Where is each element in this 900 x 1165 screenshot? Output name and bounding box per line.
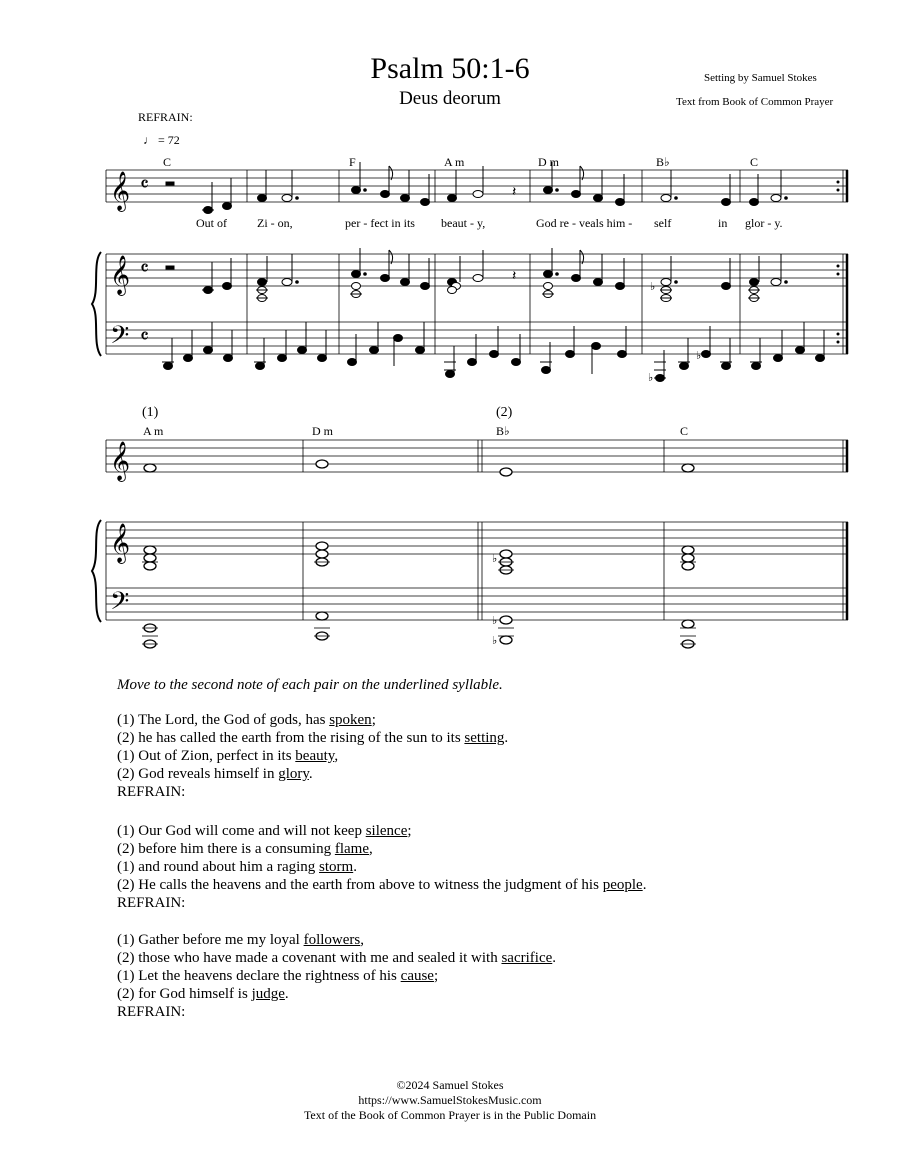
treble-clef-icon: 𝄞 <box>110 171 131 211</box>
tone-labels <box>142 405 513 420</box>
page-subtitle: Deus deorum <box>399 88 501 109</box>
bass-clef-icon: 𝄢 <box>110 587 130 622</box>
flat-icon: ♭ <box>492 552 498 565</box>
lyric-syllable: glor - y. <box>745 216 783 230</box>
piano-bass-notes-1 <box>162 322 825 384</box>
underlined-syllable: judge <box>251 986 285 1002</box>
underlined-syllable: setting <box>464 730 505 746</box>
quarter-rest-icon: 𝄽 <box>512 268 517 284</box>
verse-punct: . <box>308 766 313 782</box>
underlined-syllable: followers <box>303 932 361 948</box>
verse-punct: . <box>284 986 289 1002</box>
text-source-credit: Text from Book of Common Prayer <box>676 96 834 108</box>
verse-text: (1) Our God will come and will not keep <box>117 823 366 839</box>
verse-text: (2) he has called the earth from the rising of the sun to its <box>117 730 465 746</box>
underlined-syllable: silence <box>365 823 408 839</box>
verse-text: (1) Gather before me my loyal <box>117 932 304 948</box>
verse-text: (1) Let the heavens declare the rightness of his <box>117 968 401 984</box>
system-2 <box>106 440 848 620</box>
verse-text: REFRAIN: <box>117 1004 186 1020</box>
verse-line <box>117 711 508 729</box>
verse-line <box>117 876 646 894</box>
verse-text: (2) He calls the heavens and the earth from above to witness the judgment of his <box>117 877 603 893</box>
lyric-syllable: in <box>718 216 728 230</box>
verse-punct: . <box>353 859 357 875</box>
copyright: ©2024 Samuel Stokes <box>396 1078 504 1092</box>
stanza-3 <box>117 931 556 1021</box>
piano-treble-notes-2 <box>142 542 696 574</box>
chord-symbol: C <box>680 424 689 438</box>
verse-text: (2) for God himself is <box>117 986 252 1002</box>
chord-symbol: C <box>163 155 172 169</box>
verse-punct: ; <box>371 712 376 728</box>
chord-symbol: B♭ <box>656 155 670 169</box>
underlined-syllable: cause <box>400 968 434 984</box>
chord-symbols-1 <box>163 155 758 169</box>
verse-line <box>117 858 646 876</box>
lyric-syllable: God re - veals him - <box>536 216 633 230</box>
lyrics-1 <box>196 216 783 230</box>
piano-treble-notes-1 <box>166 248 787 302</box>
verse-text: REFRAIN: <box>117 895 186 911</box>
piano-bass-staff <box>106 322 848 354</box>
verse-line <box>117 985 556 1003</box>
verse-punct: . <box>504 730 509 746</box>
underlined-syllable: flame <box>334 841 370 857</box>
verse-line <box>117 967 556 985</box>
melody-notes-2 <box>144 460 694 476</box>
verse-text: (2) before him there is a consuming <box>117 841 335 857</box>
common-time-icon: 𝄴 <box>140 326 149 348</box>
refrain-cue <box>117 894 646 912</box>
verse-text: (1) The Lord, the God of gods, has <box>117 712 330 728</box>
verse-text: (1) and round about him a raging <box>117 859 320 875</box>
piano-brace-2 <box>92 520 101 622</box>
underlined-syllable: glory <box>278 766 309 782</box>
verse-line <box>117 840 646 858</box>
verse-text: (2) God reveals himself in <box>117 766 279 782</box>
flat-icon: ♭ <box>650 280 656 293</box>
underlined-syllable: people <box>602 877 643 893</box>
tone-label: (1) <box>142 405 159 420</box>
chord-symbol: F <box>349 155 356 169</box>
tone-label: (2) <box>496 405 513 420</box>
underlined-syllable: storm <box>319 859 354 875</box>
underlined-syllable: spoken <box>329 712 372 728</box>
public-domain-notice: Text of the Book of Common Prayer is in the Public Domain <box>303 1108 597 1122</box>
piano-bass-notes-2 <box>142 612 696 648</box>
treble-clef-icon: 𝄞 <box>110 255 131 295</box>
page-title: Psalm 50:1-6 <box>370 52 530 85</box>
common-time-icon: 𝄴 <box>140 258 149 280</box>
lyric-syllable: self <box>654 216 672 230</box>
chord-symbol: D m <box>312 424 333 438</box>
treble-clef-icon: 𝄞 <box>110 523 131 563</box>
verse-line <box>117 729 508 747</box>
lyric-syllable: beaut - y, <box>441 216 486 230</box>
chord-symbol: A m <box>143 424 164 438</box>
flat-icon: ♭ <box>492 614 498 627</box>
chord-symbol: B♭ <box>496 424 510 438</box>
piano-bass-staff <box>106 588 848 620</box>
verse-punct: ; <box>407 823 412 839</box>
lyric-syllable: Zi - on, <box>257 216 293 230</box>
verse-line <box>117 765 508 783</box>
chord-symbols-2 <box>143 424 688 438</box>
stanza-2 <box>117 822 646 912</box>
underlined-syllable: beauty <box>295 748 335 764</box>
website-link[interactable]: https://www.SamuelStokesMusic.com <box>358 1093 542 1107</box>
piano-brace-1 <box>92 252 101 356</box>
verse-punct: ; <box>433 968 439 984</box>
melody-staff <box>106 440 848 472</box>
quarter-rest-icon: 𝄽 <box>512 184 517 200</box>
verse-line <box>117 949 556 967</box>
half-rest <box>166 182 174 185</box>
verse-text: REFRAIN: <box>117 784 186 800</box>
verse-punct: , <box>334 748 339 764</box>
piano-treble-staff <box>106 522 848 554</box>
refrain-cue <box>117 783 508 801</box>
bass-clef-icon: 𝄢 <box>110 321 130 356</box>
clefs-2 <box>110 441 130 622</box>
chord-symbol: C <box>750 155 759 169</box>
flat-icon: ♭ <box>648 371 654 384</box>
verse-text: (2) those who have made a covenant with me and sealed it with <box>117 950 502 966</box>
verse-line <box>117 931 556 949</box>
chord-symbol: A m <box>444 155 465 169</box>
lyric-syllable: Out of <box>196 216 227 230</box>
refrain-label: REFRAIN: <box>138 110 193 124</box>
verse-line <box>117 747 508 765</box>
chord-symbol: D m <box>538 155 559 169</box>
verse-punct: . <box>642 877 647 893</box>
verse-text: (1) Out of Zion, perfect in its <box>117 748 296 764</box>
verse-punct: . <box>552 950 557 966</box>
refrain-cue <box>117 1003 556 1021</box>
common-time-icon: 𝄴 <box>140 174 149 196</box>
underlined-syllable: sacrifice <box>501 950 553 966</box>
verse-line <box>117 822 646 840</box>
footer <box>0 1078 900 1123</box>
setting-credit: Setting by Samuel Stokes <box>704 72 817 84</box>
flat-icon: ♭ <box>696 349 702 362</box>
clefs-1 <box>110 171 149 356</box>
tempo-marking: ♩ = 72 <box>143 133 180 147</box>
lyric-syllable: per - fect in its <box>345 216 415 230</box>
instructions: Move to the second note of each pair on the underlined syllable. <box>117 677 503 693</box>
verse-punct: , <box>360 932 364 948</box>
stanza-1 <box>117 711 508 801</box>
flat-icon: ♭ <box>492 634 498 647</box>
treble-clef-icon: 𝄞 <box>110 441 131 481</box>
verse-punct: , <box>369 841 373 857</box>
